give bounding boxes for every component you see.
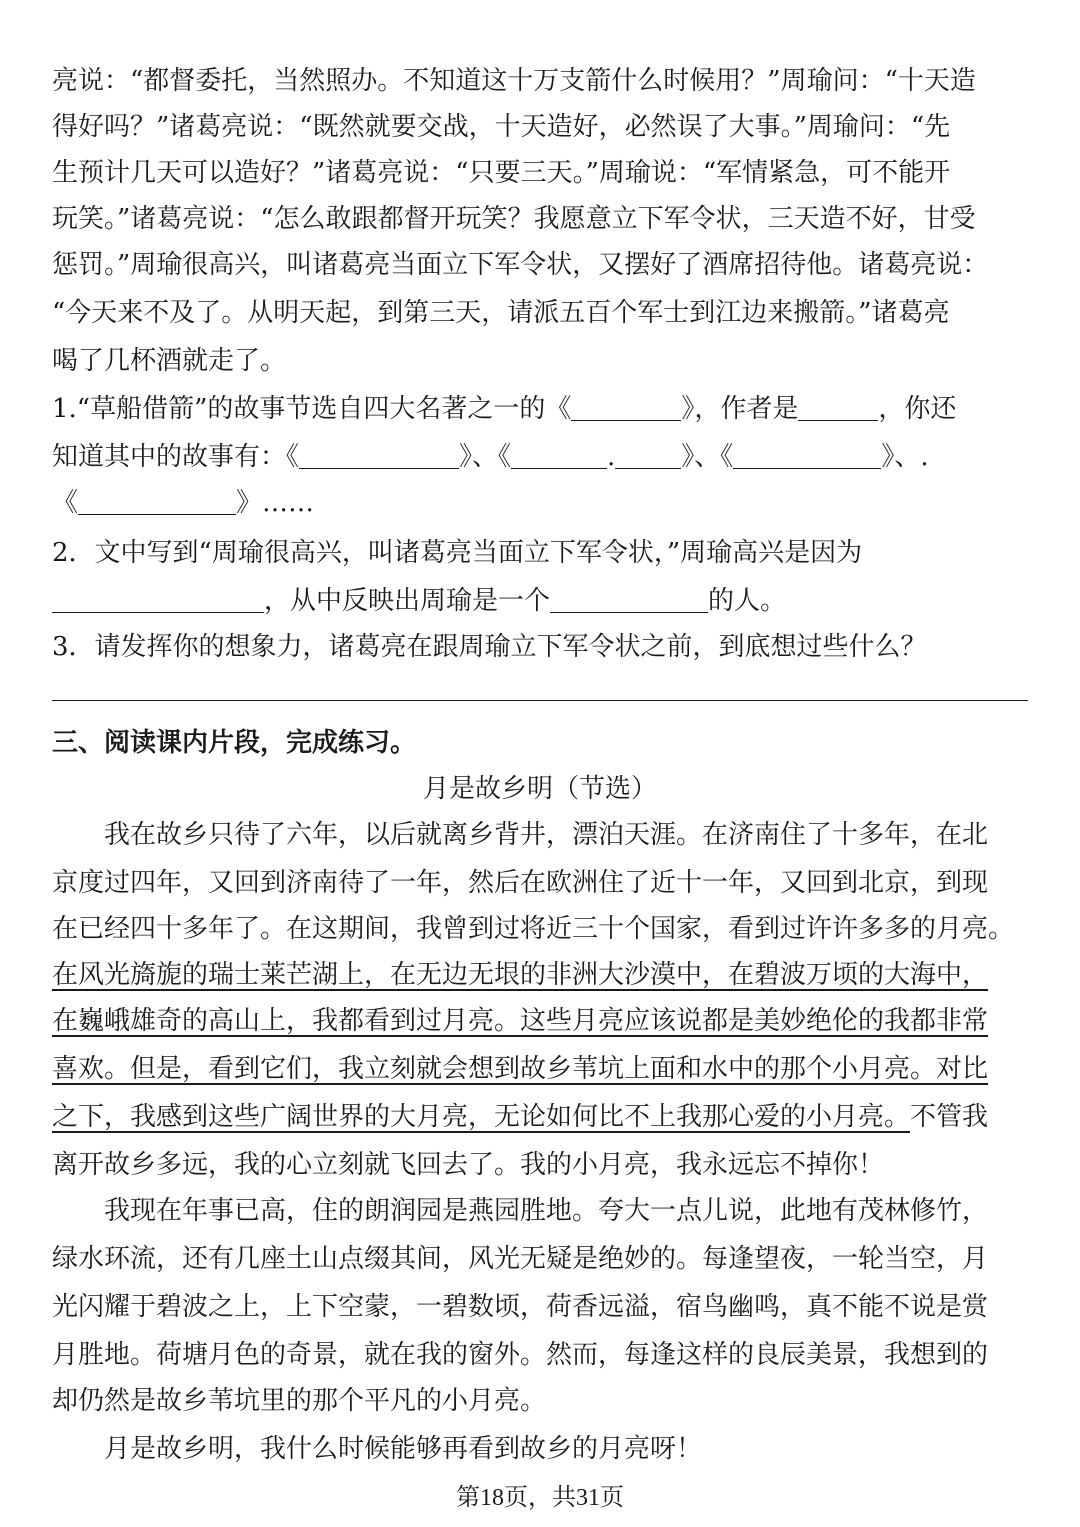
q3-answer-line[interactable] (52, 700, 1028, 701)
section3-heading: 三、阅读课内片段，完成练习。 (52, 728, 417, 758)
q1-text: 》、. (881, 442, 929, 472)
q1-author-blank[interactable] (798, 396, 878, 421)
q1-text: 》、《 (459, 442, 512, 472)
q2-text: 的人。 (708, 586, 787, 616)
underlined-sentence: 喜欢。但是，看到它们，我立刻就会想到故乡苇坑上面和水中的那个小月亮。对比 (52, 1054, 989, 1084)
q1-stray-dot: . (607, 442, 616, 472)
passage2-line: 却仍然是故乡苇坑里的那个平凡的小月亮。 (52, 1386, 547, 1416)
passage2-line: 离开故乡多远，我的心立刻就飞回去了。我的小月亮，我永远忘不掉你！ (52, 1150, 885, 1180)
passage2-title: 月是故乡明（节选） (422, 774, 657, 804)
q2-reason-blank[interactable] (52, 588, 264, 613)
passage2-line: 光闪耀于碧波之上，上下空蒙，一碧数顷，荷香远溢，宿鸟幽鸣，真不能不说是赏 (52, 1292, 989, 1322)
q1-book-blank[interactable] (571, 396, 681, 421)
passage1-line: 玩笑。”诸葛亮说：“怎么敢跟都督开玩笑？我愿意立下军令状，三天造不好，甘受 (52, 204, 976, 234)
q3-text: 3．请发挥你的想象力，诸葛亮在跟周瑜立下军令状之前，到底想过些什么？ (52, 632, 927, 662)
q1-text: 1.“草船借箭”的故事节选自四大名著之一的《 (52, 394, 572, 424)
passage1-line: “今天来不及了。从明天起，到第三天，请派五百个军士到江边来搬箭。”诸葛亮 (52, 298, 950, 328)
passage1-line: 得好吗？”诸葛亮说：“既然就要交战，十天造好，必然误了大事。”周瑜问：“先 (52, 112, 951, 142)
q1-story-blank-1[interactable] (299, 444, 459, 469)
underlined-sentence: 在巍峨雄奇的高山上，我都看到过月亮。这些月亮应该说都是美妙绝伦的我都非常 (52, 1006, 989, 1036)
passage2-line: 我现在年事已高，住的朗润园是燕园胜地。夸大一点儿说，此地有茂林修竹， (104, 1196, 989, 1226)
passage2-line: 月胜地。荷塘月色的奇景，就在我的窗外。然而，每逢这样的良辰美景，我想到的 (52, 1340, 989, 1370)
q1-text: ，你还 (878, 394, 957, 424)
q1-story-blank-2a[interactable] (511, 444, 607, 469)
q1-text: 》…… (236, 488, 315, 518)
passage2-line: 我在故乡只待了六年，以后就离乡背井，漂泊天涯。在济南住了十多年，在北 (104, 820, 989, 850)
passage1-line: 亮说：“都督委托，当然照办。不知道这十万支箭什么时候用？”周瑜问：“十天造 (52, 66, 976, 96)
q1-text: 知道其中的故事有：《 (52, 442, 300, 472)
q1-text: 》，作者是 (681, 394, 799, 424)
passage2-line: 京度过四年，又回到济南待了一年，然后在欧洲住了近十一年，又回到北京，到现 (52, 868, 989, 898)
passage2-line: 月是故乡明，我什么时候能够再看到故乡的月亮呀！ (104, 1434, 703, 1464)
passage2-text: 不管我 (910, 1102, 989, 1132)
q1-text: 》、《 (681, 442, 734, 472)
q1-story-blank-4[interactable] (78, 490, 236, 515)
passage2-line: 在已经四十多年了。在这期间，我曾到过将近三十个国家，看到过许许多多的月亮。 (52, 914, 1015, 944)
underlined-sentence: 在风光旖旎的瑞士莱芒湖上，在无边无垠的非洲大沙漠中，在碧波万顷的大海中， (52, 960, 989, 990)
q1-text: 《 (52, 488, 79, 518)
q2-text: 2．文中写到“周瑜很高兴，叫诸葛亮当面立下军令状，”周瑜高兴是因为 (52, 538, 863, 568)
q2-text: ，从中反映出周瑜是一个 (264, 586, 551, 616)
passage1-line: 生预计几天可以造好？”诸葛亮说：“只要三天。”周瑜说：“军情紧急，可不能开 (52, 158, 951, 188)
passage1-line: 喝了几杯酒就走了。 (52, 346, 287, 376)
q1-story-blank-3[interactable] (733, 444, 881, 469)
page-number: 第18页，共31页 (456, 1485, 624, 1511)
q2-character-blank[interactable] (550, 588, 708, 613)
q1-story-blank-2b[interactable] (615, 444, 681, 469)
passage1-line: 惩罚。”周瑜很高兴，叫诸葛亮当面立下军令状，又摆好了酒席招待他。诸葛亮说： (52, 250, 989, 280)
passage2-line: 绿水环流，还有几座土山点缀其间，风光无疑是绝妙的。每逢望夜，一轮当空，月 (52, 1244, 989, 1274)
underlined-sentence: 之下，我感到这些广阔世界的大月亮，无论如何比不上我那心爱的小月亮。 (52, 1102, 911, 1132)
